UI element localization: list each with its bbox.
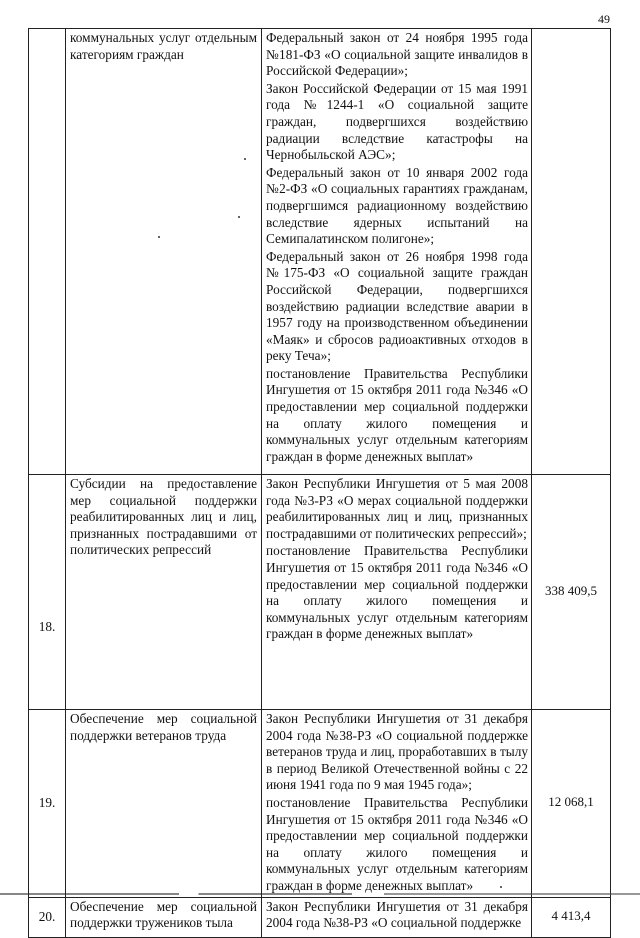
row-name: Обеспечение мер социальной поддержки ветеранов труда: [66, 710, 262, 898]
legal-acts-table: [28, 28, 611, 938]
table-row: [29, 475, 611, 710]
table-row: [29, 897, 611, 937]
scan-speck: [500, 886, 502, 888]
legal-act: Федеральный закон от 24 ноября 1995 года №181-ФЗ «О социальной защите инвалидов в Российской Федерации»;: [266, 30, 528, 79]
row-amount: [532, 29, 611, 475]
scan-edge-mark: [0, 893, 640, 895]
row-name: Обеспечение мер социальной поддержки тружеников тыла: [66, 897, 262, 937]
table-row: [29, 29, 611, 475]
legal-act: Закон Российской Федерации от 15 мая 1991 года №1244-1 «О социальной защите граждан, подвергшихся воздействию радиации вследствие катастрофы на Чернобыльской АЭС»;: [266, 80, 528, 163]
scan-speck: [244, 158, 246, 160]
row-amount: 338 409,5: [532, 475, 611, 710]
page-number: 49: [598, 12, 610, 26]
row-name: коммунальных услуг отдельным категориям граждан: [66, 29, 262, 475]
row-number: [29, 29, 66, 475]
row-number: 19.: [29, 710, 66, 898]
legal-act: Закон Республики Ингушетия от 31 декабря 2004 года №38-РЗ «О социальной поддержке: [266, 898, 528, 931]
row-number: 20.: [29, 897, 66, 937]
legal-act: Федеральный закон от 10 января 2002 года №2-ФЗ «О социальных гарантиях гражданам, подвергшимся радиационному воздействию вследствие ядерных испытаний на Семипалатинском полигоне»;: [266, 164, 528, 247]
table-row: [29, 710, 611, 898]
scan-speck: [158, 236, 160, 238]
row-legal-acts: [262, 897, 532, 937]
row-name: Субсидии на предоставление мер социальной поддержки реабилитированных лиц и лиц, признанных пострадавшими от политических репрессий: [66, 475, 262, 710]
legal-act: Закон Республики Ингушетия от 31 декабря 2004 года №38-РЗ «О социальной поддержке ветеранов труда и лиц, проработавших в тылу в период Великой Отечественной войны с 22 июня 1941 года по 9 мая 1945 года»;: [266, 711, 528, 793]
legal-act: постановление Правительства Республики Ингушетия от 15 октября 2011 года №346 «О предоставлении мер социальной поддержки на оплату жилого помещения и коммунальных услуг отдельным категориям граждан в форме денежных выплат»: [266, 543, 528, 642]
legal-act: Закон Республики Ингушетия от 5 мая 2008 года №3-РЗ «О мерах социальной поддержки реабилитированных лиц и лиц, признанных пострадавшими от политических репрессий»;: [266, 476, 528, 541]
legal-act: постановление Правительства Республики Ингушетия от 15 октября 2011 года №346 «О предоставлении мер социальной поддержки на оплату жилого помещения и коммунальных услуг отдельным категориям граждан в форме денежных выплат»: [266, 365, 528, 464]
row-legal-acts: [262, 475, 532, 710]
row-number: 18.: [29, 475, 66, 710]
row-amount: 4 413,4: [532, 897, 611, 937]
row-legal-acts: [262, 29, 532, 475]
legal-act: постановление Правительства Республики Ингушетия от 15 октября 2011 года №346 «О предоставлении мер социальной поддержки на оплату жилого помещения и коммунальных услуг отдельным категориям граждан в форме денежных выплат»: [266, 794, 528, 893]
legal-act: Федеральный закон от 26 ноября 1998 года №175-ФЗ «О социальной защите граждан Российской Федерации, подвергшихся воздействию радиации вследствие аварии в 1957 году на производственном объединении «Маяк» и сбросов радиоактивных отходов в реку Теча»;: [266, 248, 528, 364]
row-legal-acts: [262, 710, 532, 898]
row-amount: 12 068,1: [532, 710, 611, 898]
scan-speck: [238, 216, 240, 218]
